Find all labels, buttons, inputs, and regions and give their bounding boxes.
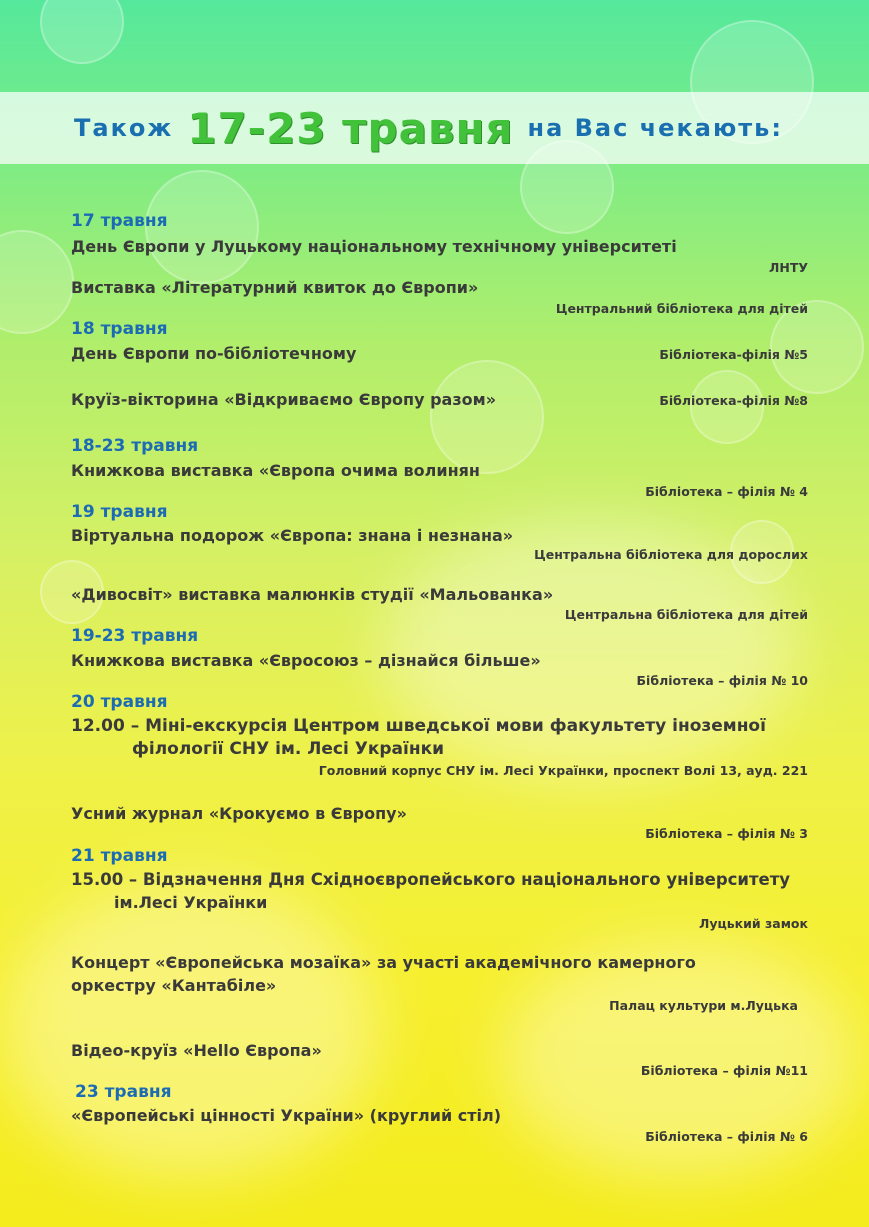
date-heading: 17 травня	[71, 211, 168, 231]
date-heading: 18-23 травня	[71, 436, 199, 456]
event-location: Бібліотека – філія № 3	[645, 826, 808, 841]
header-title	[74, 92, 783, 164]
event-location: Головний корпус СНУ ім. Лесі Українки, проспект Волі 13, ауд. 221	[318, 763, 808, 778]
header-dates: 17-23 травня	[187, 103, 514, 153]
event-title: Книжкова виставка «Євросоюз – дізнайся більше»	[71, 651, 541, 670]
event-title: Віртуальна подорож «Європа: знана і незнана»	[71, 526, 514, 545]
event-title: Відео-круїз «Hello Європа»	[71, 1041, 322, 1060]
bokeh-circle	[0, 230, 74, 334]
event-title: День Європи у Луцькому національному технічному університеті	[71, 237, 677, 256]
event-title-continued: філології СНУ ім. Лесі Українки	[132, 739, 445, 759]
event-title: Усний журнал «Крокуємо в Європу»	[71, 804, 407, 823]
date-heading: 23 травня	[75, 1082, 172, 1102]
event-title-continued: оркестру «Кантабіле»	[71, 976, 277, 995]
event-title: Концерт «Європейська мозаїка» за участі академічного камерного	[71, 953, 696, 972]
event-location: Бібліотека – філія № 6	[645, 1129, 808, 1144]
header-prefix: Також	[74, 114, 174, 142]
date-heading: 19 травня	[71, 502, 168, 522]
event-title: «Дивосвіт» виставка малюнків студії «Мальованка»	[71, 585, 554, 604]
event-title-continued: ім.Лесі Українки	[114, 893, 268, 912]
date-heading: 19-23 травня	[71, 626, 199, 646]
event-title: «Європейські цінності України» (круглий стіл)	[71, 1106, 502, 1125]
date-heading: 21 травня	[71, 846, 168, 866]
bokeh-circle	[430, 360, 544, 474]
event-location: Палац культури м.Луцька	[609, 998, 798, 1013]
background-haze	[0, 880, 380, 1180]
event-location: Бібліотека – філія № 10	[636, 673, 808, 688]
event-location: Бібліотека – філія № 4	[645, 484, 808, 499]
event-location: Бібліотека – філія №11	[640, 1063, 808, 1078]
header-banner	[0, 92, 869, 164]
date-heading: 18 травня	[71, 319, 168, 339]
event-title: Виставка «Літературний квиток до Європи»	[71, 278, 479, 297]
event-location: Центральний бібліотека для дітей	[555, 301, 808, 316]
event-location: Луцький замок	[698, 916, 808, 931]
event-location: Бібліотека-філія №5	[659, 347, 808, 362]
event-location: Центральна бібліотека для дітей	[564, 607, 808, 622]
date-heading: 20 травня	[71, 692, 168, 712]
event-title: День Європи по-бібліотечному	[71, 344, 357, 363]
event-location: ЛНТУ	[768, 260, 808, 275]
event-title: Круїз-вікторина «Відкриваємо Європу разом»	[71, 390, 497, 409]
event-title: 15.00 – Відзначення Дня Східноєвропейського національного університету	[71, 870, 791, 889]
event-title: Книжкова виставка «Європа очима волинян	[71, 461, 480, 480]
event-location: Центральна бібліотека для дорослих	[534, 547, 808, 562]
event-location: Бібліотека-філія №8	[659, 393, 808, 408]
bokeh-circle	[40, 0, 124, 64]
background-haze	[500, 940, 860, 1180]
header-suffix: на Вас чекають:	[527, 114, 783, 142]
event-title: 12.00 – Міні-екскурсія Центром шведської мови факультету іноземної	[71, 716, 766, 736]
